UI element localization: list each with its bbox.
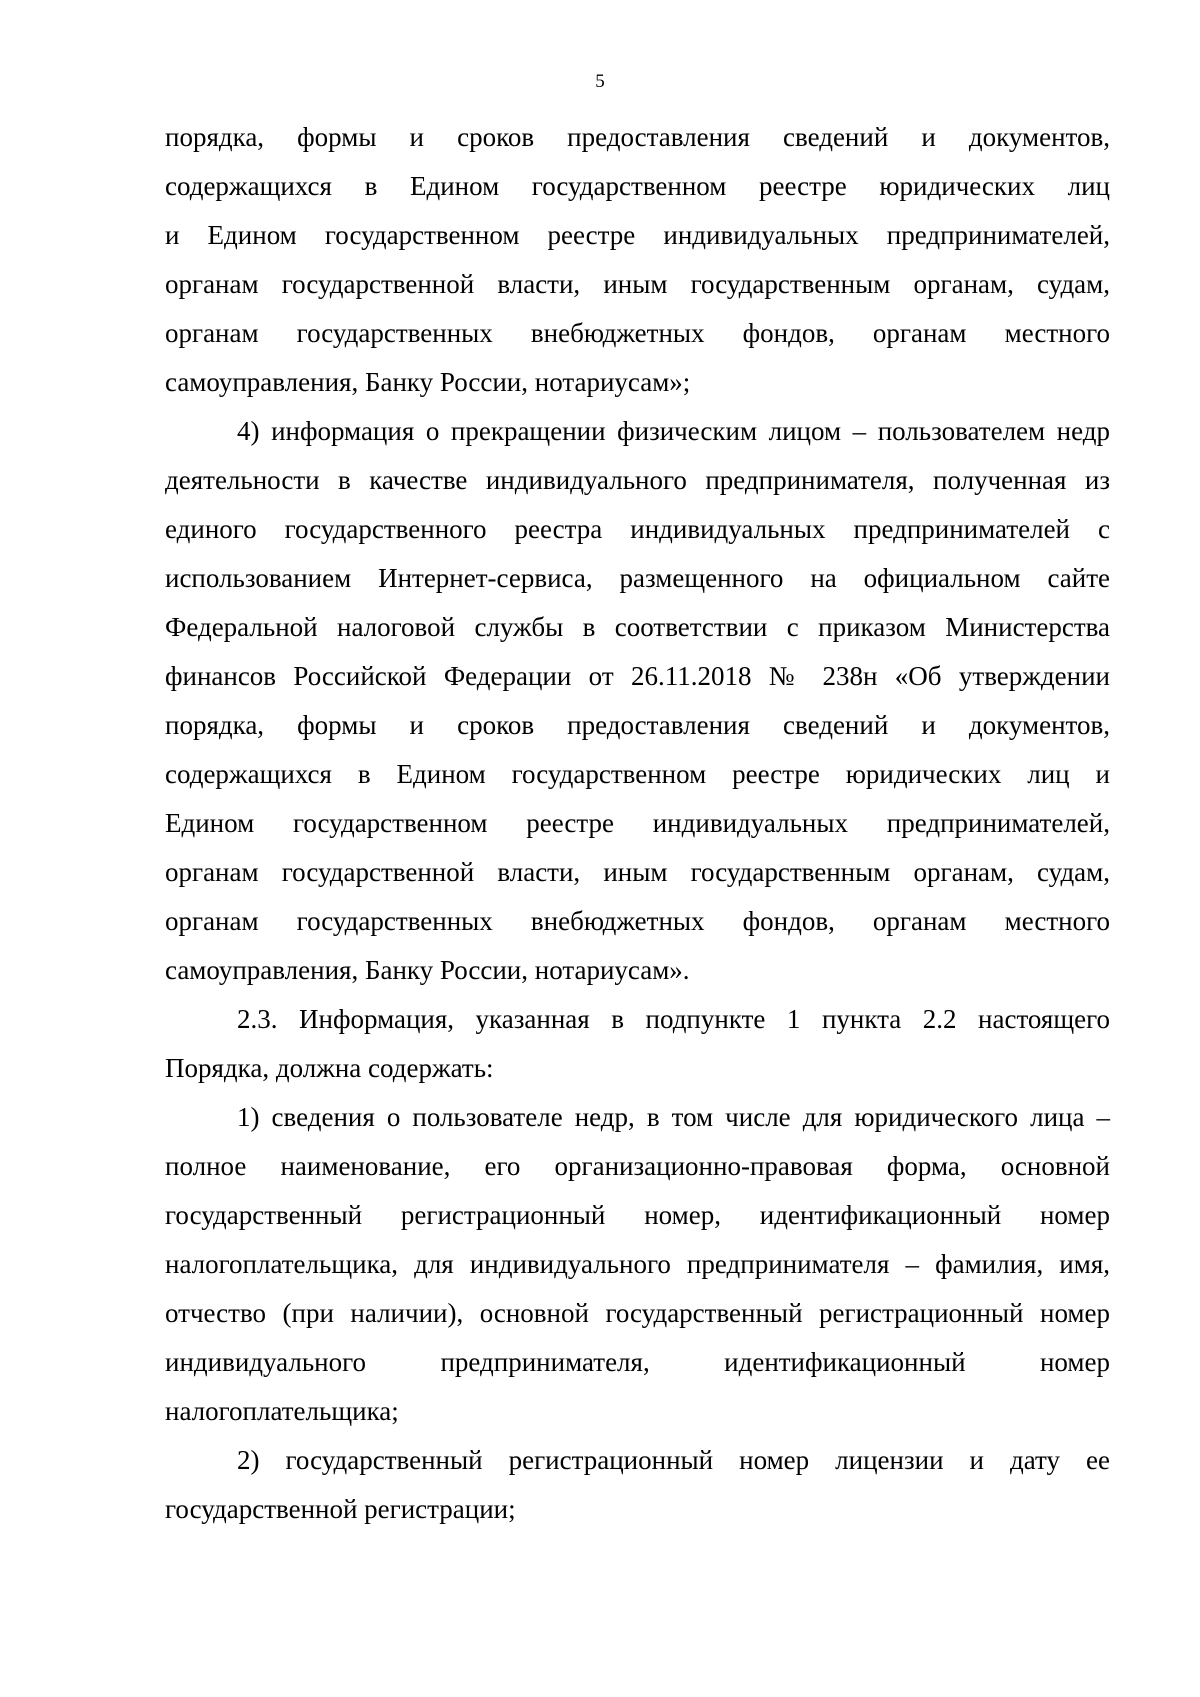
text-line: государственный регистрационный номер, идентификационный номер xyxy=(165,1200,1110,1230)
text-line: самоуправления, Банку России, нотариусам». xyxy=(165,955,690,985)
text-line: государственной регистрации; xyxy=(165,1494,516,1524)
document-text xyxy=(165,113,1110,1534)
text-line: использованием Интернет-сервиса, размещенного на официальном сайте xyxy=(165,563,1110,593)
text-line: самоуправления, Банку России, нотариусам»; xyxy=(165,367,691,397)
text-line: порядка, формы и сроков предоставления сведений и документов, xyxy=(165,710,1110,740)
text-line: Порядка, должна содержать: xyxy=(165,1053,494,1083)
text-line: 4) информация о прекращении физическим лицом – пользователем недр xyxy=(237,416,1110,446)
text-line: органам государственной власти, иным государственным органам, судам, xyxy=(165,857,1110,887)
text-line: порядка, формы и сроков предоставления сведений и документов, xyxy=(165,122,1110,152)
text-line: 2.3. Информация, указанная в подпункте 1 пункта 2.2 настоящего xyxy=(237,1004,1110,1034)
text-line: индивидуального предпринимателя, идентификационный номер xyxy=(165,1347,1110,1377)
text-line: 1) сведения о пользователе недр, в том числе для юридического лица – xyxy=(237,1102,1110,1132)
text-line: органам государственной власти, иным государственным органам, судам, xyxy=(165,269,1110,299)
text-line: Едином государственном реестре индивидуальных предпринимателей, xyxy=(165,808,1110,838)
text-line: содержащихся в Едином государственном реестре юридических лиц xyxy=(165,171,1110,201)
text-line: единого государственного реестра индивидуальных предпринимателей с xyxy=(165,514,1110,544)
page-number: 5 xyxy=(595,71,605,92)
text-line: финансов Российской Федерации от 26.11.2018 № 238н «Об утверждении xyxy=(165,661,1110,691)
text-line: содержащихся в Едином государственном реестре юридических лиц и xyxy=(165,759,1110,789)
text-line: налогоплательщика, для индивидуального предпринимателя – фамилия, имя, xyxy=(165,1249,1110,1279)
text-line: 2) государственный регистрационный номер лицензии и дату ее xyxy=(237,1445,1110,1475)
text-line: деятельности в качестве индивидуального предпринимателя, полученная из xyxy=(165,465,1110,495)
text-line: органам государственных внебюджетных фондов, органам местного xyxy=(165,906,1110,936)
text-line: и Едином государственном реестре индивидуальных предпринимателей, xyxy=(165,220,1110,250)
text-line: налогоплательщика; xyxy=(165,1396,399,1426)
text-line: полное наименование, его организационно-правовая форма, основной xyxy=(165,1151,1110,1181)
text-line: отчество (при наличии), основной государственный регистрационный номер xyxy=(165,1298,1110,1328)
text-line: Федеральной налоговой службы в соответствии с приказом Министерства xyxy=(165,612,1110,642)
text-line: органам государственных внебюджетных фондов, органам местного xyxy=(165,318,1110,348)
